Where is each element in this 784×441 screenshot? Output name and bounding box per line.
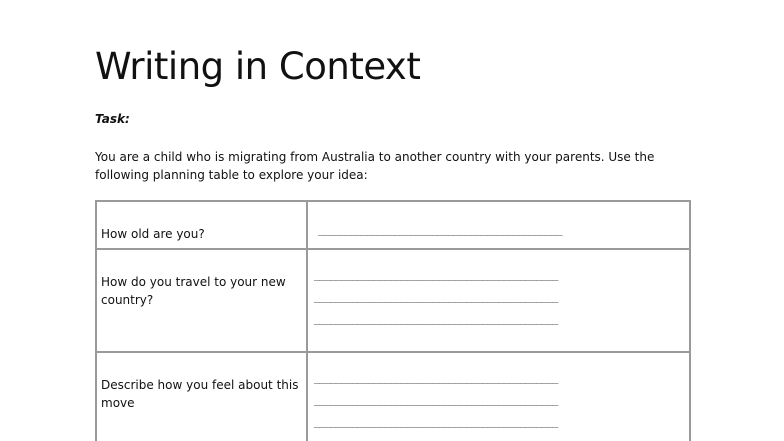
answer-line[interactable]: _____________________________________________ xyxy=(314,270,558,281)
question-text: How old are you? xyxy=(101,227,205,241)
answer-line[interactable]: _____________________________________________ xyxy=(314,373,558,384)
question-text: Describe how you feel about this move xyxy=(101,378,299,410)
question-cell xyxy=(96,352,307,441)
question-cell xyxy=(96,249,307,352)
answer-line[interactable]: _____________________________________________ xyxy=(314,292,558,303)
task-instructions: You are a child who is migrating from Australia to another country with your parents. Use the following planning table to explore your idea: xyxy=(95,150,655,182)
question-text: How do you travel to your new country? xyxy=(101,275,286,307)
table-row xyxy=(96,201,690,249)
answer-line[interactable]: _____________________________________________ xyxy=(314,417,558,428)
table-row xyxy=(96,352,690,441)
task-label: Task: xyxy=(95,112,130,126)
answer-cell[interactable] xyxy=(307,201,690,249)
planning-table xyxy=(95,200,691,441)
answer-line[interactable]: _____________________________________________ xyxy=(314,395,558,406)
answer-line[interactable]: _____________________________________________ xyxy=(314,314,558,325)
page-title: Writing in Context xyxy=(95,45,421,88)
table-row xyxy=(96,249,690,352)
answer-cell[interactable] xyxy=(307,249,690,352)
answer-line[interactable]: _____________________________________________ xyxy=(318,225,562,236)
question-cell xyxy=(96,201,307,249)
answer-cell[interactable] xyxy=(307,352,690,441)
